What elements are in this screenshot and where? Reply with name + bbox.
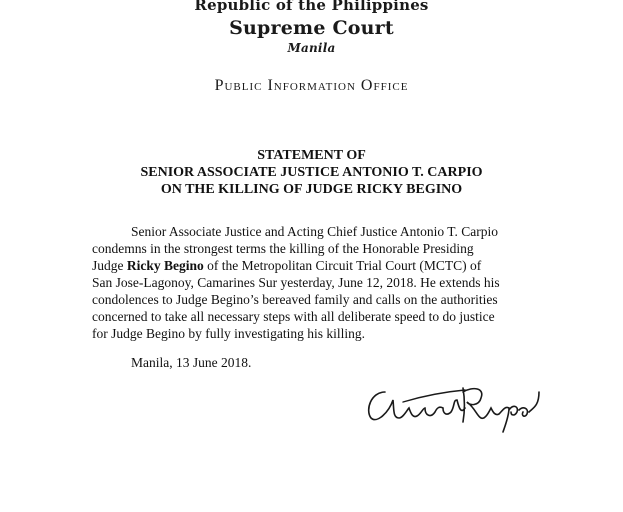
body-line-3-post: of the Metropolitan Circuit Trial Court (MCTC) of bbox=[203, 258, 482, 273]
dateline: Manila, 13 June 2018. bbox=[131, 355, 252, 370]
body-line-7: for Judge Begino by fully investigating his killing. bbox=[92, 326, 365, 341]
republic-heading: Republic of the Philippines bbox=[194, 0, 429, 14]
body-line-3-pre: Judge bbox=[92, 258, 127, 273]
body-line-1: Senior Associate Justice and Acting Chief Justice Antonio T. Carpio bbox=[131, 224, 498, 239]
body-line-5: condolences to Judge Begino’s bereaved family and calls on the authorities bbox=[92, 292, 498, 307]
city-heading: Manila bbox=[287, 41, 336, 55]
signature bbox=[363, 378, 543, 436]
title-line-3: ON THE KILLING OF JUDGE RICKY BEGINO bbox=[160, 182, 463, 197]
office-heading: Public Information Office bbox=[214, 77, 409, 94]
body-line-4: San Jose-Lagonoy, Camarines Sur yesterday, June 12, 2018. He extends his bbox=[92, 275, 500, 290]
court-heading: Supreme Court bbox=[229, 17, 394, 39]
body-line-3 bbox=[92, 258, 481, 274]
body-line-6: concerned to take all necessary steps with all deliberate speed to do justice bbox=[92, 309, 495, 324]
judge-name: Ricky Begino bbox=[126, 258, 204, 273]
title-line-1: STATEMENT OF bbox=[257, 148, 366, 163]
body-line-2: condemns in the strongest terms the killing of the Honorable Presiding bbox=[92, 241, 474, 256]
title-line-2: SENIOR ASSOCIATE JUSTICE ANTONIO T. CARPIO bbox=[140, 165, 483, 180]
